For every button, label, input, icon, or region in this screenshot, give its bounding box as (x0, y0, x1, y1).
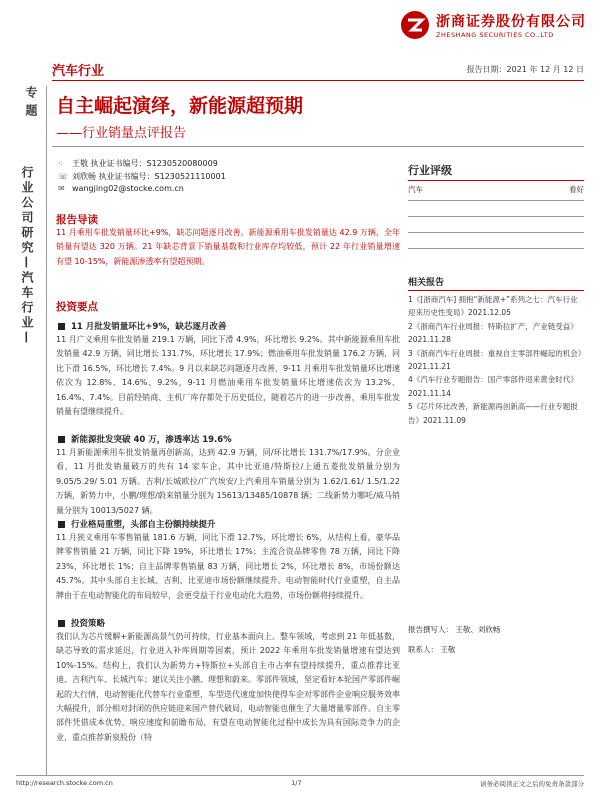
disclaimer: 请务必阅读正文之后的免责条款部分 (479, 780, 584, 788)
report-date: 报告日期：2021 年 12 月 12 日 (466, 65, 584, 74)
related-item[interactable]: 2《浙商汽车行业周报：特斯拉扩产，产业链受益》2021.11.28 (408, 321, 578, 345)
bullet-icon (58, 521, 65, 528)
rating-divider (408, 232, 584, 233)
title-divider (52, 146, 584, 147)
related-item[interactable]: 1《[浙商汽车] 拥抱“新能源+”系列之七：汽车行业迎来历史性变局》2021.12.05 (408, 295, 578, 318)
point-3-heading: 行业格局重塑，头部自主份额持续提升 (58, 518, 216, 530)
related-item[interactable]: 5《芯片环比改善，新能源再创新高——行业专题报告》2021.11.09 (408, 402, 578, 425)
sidebar-topic: 专题 (24, 86, 38, 122)
phone-icon: ☏ (58, 171, 69, 181)
intro-heading: 报告导读 (56, 214, 98, 226)
company-name-cn: 浙商证券股份有限公司 (436, 14, 586, 30)
point-2-text: 11 月新能源乘用车批发销量再创新高，达到 42.9 万辆，同/环比增长 131.7%/17.9%。分企业看，11 月批发销量破万的共有 14 家车企，其中比亚迪/特斯拉/上通五菱批发销量分别为 9.05/5.29/ 5.01 万辆。吉利/长城欧拉/广汽埃安/上汽乘用车销量分别为 1.62/1.61/ 1.5/1.22 万辆，新势力中，小鹏/理想/蔚来销量分别为 15613/13485/10878 辆；二线新势力哪吒/威马销量分别为 10013/5027 辆。 (56, 448, 400, 515)
contact-person: 联系人： 王敬 (408, 645, 456, 654)
contact-block (408, 620, 584, 660)
logo-icon (400, 10, 430, 40)
author-1: 王敬 执业证书编号：S1230520080009 (72, 159, 218, 168)
footer-url[interactable]: http://research.stocke.com.cn (16, 779, 113, 787)
rating-divider (408, 248, 584, 249)
report-title: 自主崛起演绎，新能源超预期 (56, 95, 304, 117)
email-icon: ✉ (58, 184, 65, 193)
author-block (58, 158, 226, 196)
point-1-text: 11 月广义乘用车批发销量 219.1 万辆，同比下滑 4.9%，环比增长 9.2%。其中新能源乘用车批发销量 42.9 万辆，同比增长 131.7%，环比增长 17.9%；燃油乘用车批发销量 176.2 万辆，同比下滑 16.5%，环比增长 7.4%。9 月以来缺芯问题逐月改善，9-11 月乘用车批发销量环比增速依次为 12.8%、14.6%、9.2%，9-11 月燃油乘用车批发销量环比增速依次为 13.2%、16.4%、7.4%。目前经销商、主机厂库存都处于历史低位，随着芯片的进一步改善，乘用车批发销量有望继续提升。 (56, 335, 400, 417)
page-number: 1/7 (291, 779, 302, 787)
company-logo (400, 10, 586, 40)
related-list (408, 293, 584, 427)
rating-divider (408, 200, 584, 201)
industry-label: 汽车行业 (52, 64, 105, 79)
header-bar (52, 59, 584, 81)
rating-heading: 行业评级 (408, 162, 584, 181)
point-2-heading: 新能源批发突破 40 万，渗透率达 19.6% (58, 433, 232, 445)
sidebar-divider (46, 86, 47, 776)
analyst-icon: ⁖ (58, 159, 63, 168)
report-writers: 报告撰写人： 王敬、刘欣畅 (408, 625, 501, 634)
related-item[interactable]: 3《浙商汽车行业周报：重视自主零部件崛起的机会》2021.11.21 (408, 348, 582, 372)
bullet-icon (58, 436, 65, 443)
report-subtitle: ——行业销量点评报告 (56, 126, 187, 141)
sidebar-category: 行业公司研究—汽车行业— (20, 166, 34, 346)
rating-row (408, 184, 584, 195)
point-4-heading: 投资策略 (58, 617, 105, 629)
footer (16, 779, 584, 788)
rating-value: 看好 (569, 185, 584, 194)
related-item[interactable]: 4《汽车行业专题报告：国产零部件迎来黄金时代》2021.11.14 (408, 375, 578, 398)
rating-industry: 汽车 (408, 185, 423, 194)
bullet-icon (58, 620, 65, 627)
point-3-text: 11 月狭义乘用车零售销量 181.6 万辆，同比下滑 12.7%，环比增长 6%，从结构上看，豪华品牌零售销量 21 万辆，同比下降 19%，环比增长 17%；主流合资品牌零售 78 万辆，同比下降 23%，环比增长 1%；自主品牌零售销量 83 万辆，同比增长 2%，环比增长 8%，市场份额达 45.7%。其中头部自主长城、吉利、比亚迪市场份额继续提升。电动智能时代行业重塑，自主品牌由于在电动智能化的布局较早，会更受益于行业电动化大趋势，市场份额将持续提升。 (56, 533, 400, 600)
bullet-icon (58, 323, 65, 330)
company-name-en: ZHESHANG SECURITIES CO.,LTD (436, 31, 554, 39)
intro-text: 11 月乘用车批发销量环比+9%，缺芯问题逐月改善。新能源乘用车批发销量达 42.9 万辆，全年销量有望达 320 万辆。21 年缺芯背景下销量基数和行业库存均较低，预计 22 年行业销量增速有望 10-15%，新能源渗透率有望超预期。 (56, 228, 400, 266)
author-email[interactable]: wangjing02@stocke.com.cn (72, 184, 184, 193)
point-1-heading: 11 月批发销量环比+9%，缺芯逐月改善 (58, 320, 226, 332)
author-2: 刘欣畅 执业证书编号：S1230521110001 (72, 171, 226, 181)
footer-divider (16, 775, 584, 776)
points-heading: 投资要点 (56, 301, 98, 313)
related-heading: 相关报告 (408, 275, 584, 291)
rating-divider (408, 216, 584, 217)
point-4-text: 我们认为芯片缓解+新能源高景气仍可持续，行业基本面向上。整车领域，考虑到 21 年低基数，缺芯导致的需求延迟，行业进入补库周期等因素，预计 2022 年乘用车批发销量增速有望达到 10%-15%。结构上，我们认为新势力+特斯拉+头部自主市占率有望持续提升，重点推荐比亚迪、吉利汽车、长城汽车；建议关注小鹏、理想和蔚来。零部件领域，坚定看好本轮国产零部件崛起的大行情，电动智能化代替车行业重塑，车型迭代速度加快使得车企对零部件企业响应服务效率大幅提升，部分相对封闭的供应链迎来国产替代破局，电动智能也催生了大量增量零部件。自主零部件凭借成本优势、响应速度和前瞻布局，有望在电动智能化过程中成长为具有国际竞争力的企业，重点推荐新泉股份（特 (56, 632, 400, 742)
